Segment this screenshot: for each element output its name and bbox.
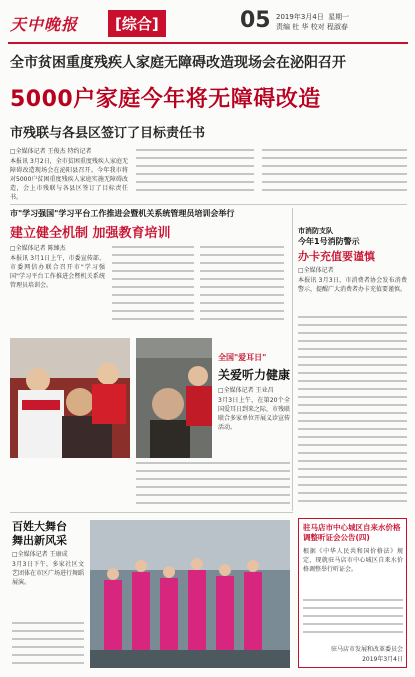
issue-weekday: 星期一 [328,13,350,21]
divider [10,204,407,205]
party-body-col2 [112,246,194,330]
notice-title: 驻马店市中心城区自来水价格调整听证会公告(四) [303,523,401,542]
recruit-body-more [298,316,407,510]
seniors-photo [136,338,212,458]
section-label: [综合] [108,10,166,37]
column-divider [292,208,293,511]
health-body: 3月3日上午，在第20个全国爱耳日到来之际，市残联联合多家单位开展义诊宣传活动。 [218,397,290,431]
notice-body: 根据《中华人民共和国价格法》规定，现就驻马店市中心城区自来水价格调整举行听证会。 [303,548,403,573]
party-kicker: 市"学习强国"学习平台工作推进会暨机关系统管理员培训会举行 [10,209,235,218]
recruit-byline: □全媒体记者 [298,267,334,274]
lead-body-col2 [136,149,254,199]
notice-box [298,518,407,668]
divider [10,512,293,513]
notice-body-more [303,599,403,641]
stage-headline-1: 百姓大舞台 [12,520,67,533]
editor-line: 责编 杜 华 校对 程淑春 [276,23,348,31]
recruit-body: 本报讯 3月3日，市消费者协会发布消费警示，提醒广大消费者办卡充值要谨慎。 [298,277,407,293]
health-kicker: 全国"爱耳日" [218,353,267,362]
stage-body: 3月3日下午，多家社区文艺团体在市区广场进行舞蹈展演。 [12,561,84,586]
issue-date: 2019年3月4日 [276,13,324,21]
stage-body-more [12,622,84,668]
recruit-subkicker: 今年1号消防警示 [298,237,360,246]
stage-headline-2: 舞出新风采 [12,534,67,547]
stage-byline: □全媒体记者 王康成 [12,551,68,558]
dance-photo [90,520,290,668]
lead-body: 本报讯 3月2日，全市贫困重度残疾人家庭无障碍改造现场会在泌阳县召开。今年我市将对5000户贫困重度残疾人家庭实施无障碍改造，会上市残联与各县区签订了目标责任书。 [10,158,128,201]
lead-byline: □全媒体记者 王俊杰 特约记者 [10,148,92,155]
health-headline: 关爱听力健康 [218,368,291,382]
page-number: 05 [240,8,271,33]
health-byline: □全媒体记者 王业昌 [218,387,274,394]
party-body-col3 [200,246,284,330]
party-headline: 建立健全机制 加强教育培训 [10,226,171,241]
notice-date: 2019年3月4日 [362,656,403,663]
lead-body-col3 [262,149,407,199]
lead-subheadline: 市残联与各县区签订了目标责任书 [10,126,206,141]
recruit-kicker: 市消防支队 [298,227,333,235]
masthead [8,8,408,44]
lead-kicker: 全市贫困重度残疾人家庭无障碍改造现场会在泌阳召开 [10,55,346,71]
paper-name: 天中晚报 [10,15,79,34]
recruit-headline: 办卡充值要谨慎 [298,250,375,263]
masthead-meta [276,12,406,32]
lead-headline: 5000户家庭今年将无障碍改造 [10,87,321,112]
notice-footer: 驻马店市发展和改革委员会 [330,646,403,653]
ear-check-photo [10,338,130,458]
party-byline: □全媒体记者 陈臻杰 [10,245,66,252]
party-body: 本报讯 3月1日上午，市委宣传部、市委网信办联合召开市"学习强国"学习平台工作推进会暨机关系统管理员培训会。 [10,255,105,289]
health-body-more [136,462,290,510]
